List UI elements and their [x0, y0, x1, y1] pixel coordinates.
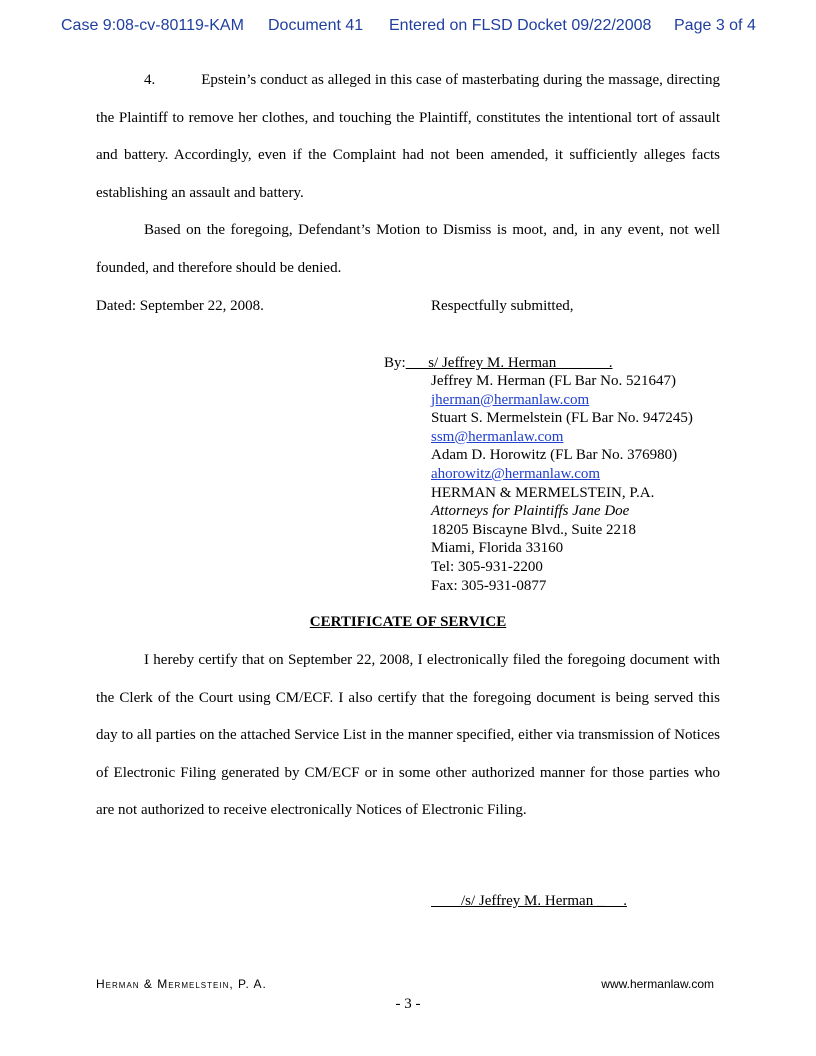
- attorney-contact-line: Tel: 305-931-2200: [431, 558, 543, 575]
- attorney-contact-block: [431, 372, 693, 595]
- certificate-of-service-title: CERTIFICATE OF SERVICE: [309, 614, 507, 630]
- paragraph-4-number: 4.: [144, 72, 156, 88]
- footer-website: www.hermanlaw.com: [601, 977, 714, 991]
- docket-entry-date: Entered on FLSD Docket 09/22/2008: [389, 17, 652, 34]
- attorney-email-link[interactable]: ssm@hermanlaw.com: [431, 428, 564, 445]
- attorney-contact-line: Attorneys for Plaintiffs Jane Doe: [431, 503, 630, 520]
- certificate-signature: /s/ Jeffrey M. Herman _ .: [431, 893, 627, 909]
- attorney-contact-line: HERMAN & MERMELSTEIN, P.A.: [431, 484, 655, 501]
- page-number: - 3 -: [395, 996, 421, 1012]
- conclusion-paragraph: [96, 212, 720, 287]
- attorney-contact-line: Stuart S. Mermelstein (FL Bar No. 947245): [431, 410, 693, 427]
- by-label: By:: [384, 355, 406, 371]
- attorney-contact-line: Miami, Florida 33160: [431, 540, 564, 557]
- certificate-text: I hereby certify that on September 22, 2008, I electronically filed the foregoing document with the Clerk of the Court using CM/ECF. I also certify that the foregoing document is being served this day to all parties on the attached Service List in the manner specified, either via transmission of Notices of Electronic Filing generated by CM/ECF or in some other authorized manner for those parties who are not authorized to receive electronically Notices of Electronic Filing.: [96, 652, 720, 818]
- page-indicator: Page 3 of 4: [674, 17, 756, 34]
- certificate-paragraph: [96, 642, 720, 830]
- docket-header: [0, 17, 816, 39]
- dated-line: Dated: September 22, 2008.: [96, 298, 264, 314]
- document-number: Document 41: [268, 17, 364, 34]
- respectfully-submitted: Respectfully submitted,: [431, 298, 574, 314]
- case-number: Case 9:08-cv-80119-KAM: [61, 17, 244, 34]
- signature-line: [384, 354, 612, 372]
- paragraph-4-text: Epstein’s conduct as alleged in this case of masterbating during the massage, directing the Plaintiff to remove her clothes, and touching the Plaintiff, constitutes the intentional tort of assault and battery. Accordingly, even if the Complaint had not been amended, it sufficiently alleges facts establishing an assault and battery.: [96, 72, 720, 201]
- footer-firm-name: Herman & Mermelstein, P. A.: [96, 977, 267, 991]
- attorney-contact-line: Fax: 305-931-0877: [431, 577, 547, 594]
- attorney-contact-line: Jeffrey M. Herman (FL Bar No. 521647): [431, 373, 676, 389]
- attorney-email-link[interactable]: ahorowitz@hermanlaw.com: [431, 465, 601, 482]
- attorney-contact-line: Adam D. Horowitz (FL Bar No. 376980): [431, 447, 678, 464]
- conclusion-text: Based on the foregoing, Defendant’s Motion to Dismiss is moot, and, in any event, not well founded, and therefore should be denied.: [96, 222, 720, 276]
- attorney-signature: s/ Jeffrey M. Herman .: [405, 355, 613, 371]
- attorney-email-link[interactable]: jherman@hermanlaw.com: [431, 391, 590, 408]
- attorney-contact-line: 18205 Biscayne Blvd., Suite 2218: [431, 521, 636, 538]
- paragraph-4: [96, 62, 720, 212]
